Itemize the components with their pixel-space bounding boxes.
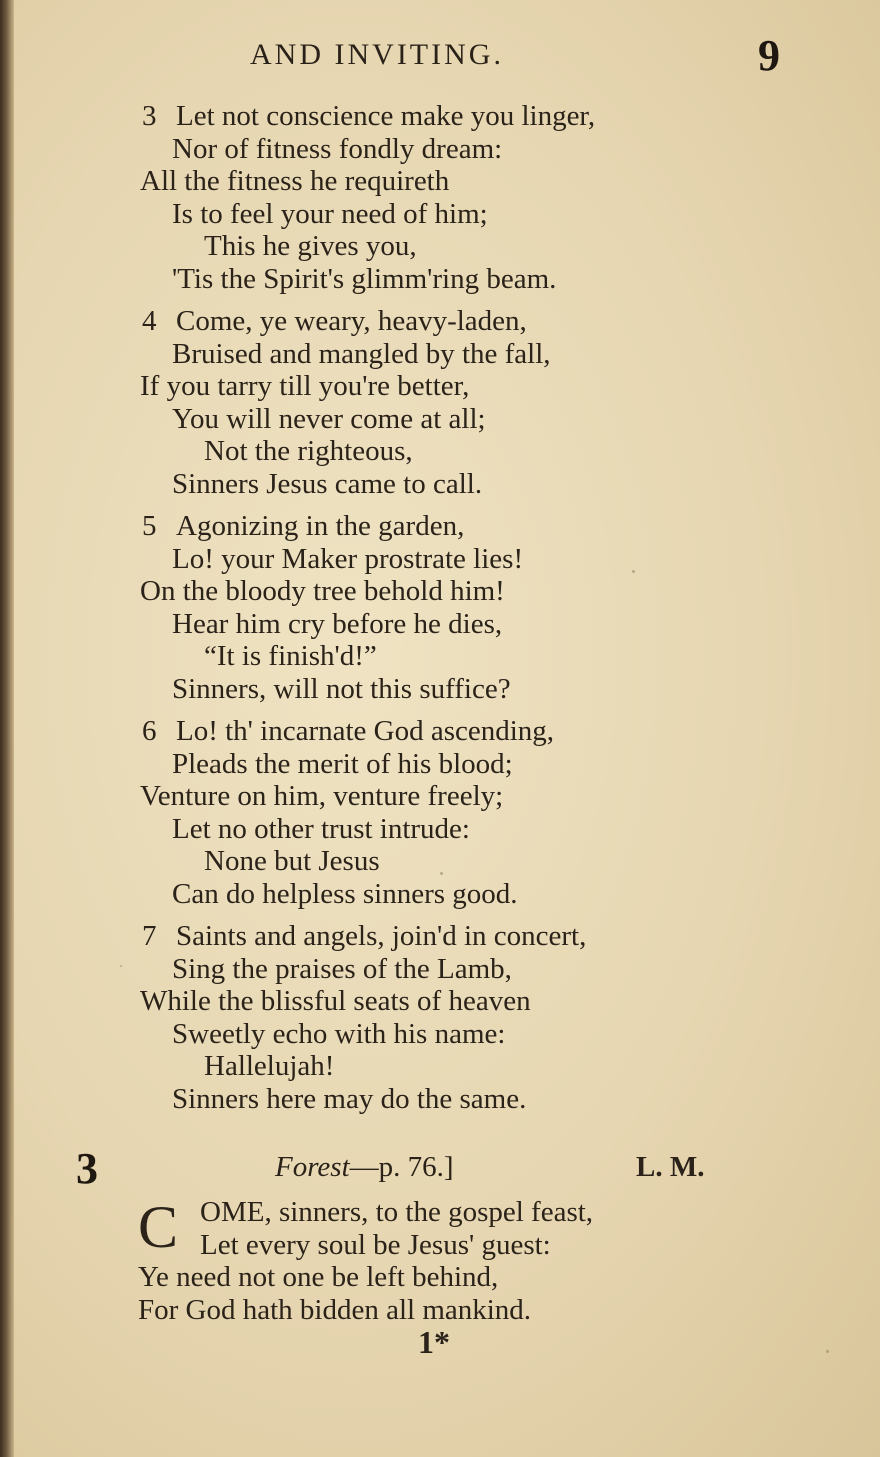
verse-line: Venture on him, venture freely;	[140, 780, 504, 812]
verse-line: This he gives you,	[204, 230, 417, 262]
verse-line	[0, 100, 880, 133]
verse-line: On the bloody tree behold him!	[140, 575, 505, 607]
verse-line: All the fitness he requireth	[140, 165, 450, 197]
verse-line: Pleads the merit of his blood;	[172, 747, 513, 780]
stanza-number: 7	[142, 920, 157, 952]
verse-line: “It is finish'd!”	[204, 640, 377, 672]
verse-line: Lo! your Maker prostrate lies!	[172, 542, 524, 575]
verse-line: Sinners here may do the same.	[172, 1082, 527, 1115]
verse-line	[0, 715, 880, 748]
stanza	[0, 305, 880, 500]
verse-line: Hallelujah!	[204, 1050, 335, 1082]
stanza-number: 3	[142, 100, 157, 132]
verse-line: 'Tis the Spirit's glimm'ring beam.	[172, 262, 557, 295]
stanza-number: 6	[142, 715, 157, 747]
verse-line: Let no other trust intrude:	[172, 812, 470, 845]
verse-line: Sing the praises of the Lamb,	[172, 952, 512, 985]
paper-speck	[440, 872, 443, 875]
first-line-text: OME, sinners, to the gospel feast,	[200, 1196, 594, 1228]
verse-line: Sinners Jesus came to call.	[172, 467, 483, 500]
running-head: AND INVITING.	[250, 38, 504, 71]
tune-name: Forest	[275, 1151, 350, 1183]
stanza	[0, 510, 880, 705]
verse-line	[0, 920, 880, 953]
verse-line: None but Jesus	[204, 845, 380, 877]
paper-speck	[826, 1350, 829, 1353]
verse-line: For God hath bidden all mankind.	[138, 1293, 532, 1326]
hymn-text	[0, 1196, 880, 1326]
verse-text: Agonizing in the garden,	[176, 510, 465, 542]
verse-line	[0, 305, 880, 338]
verse-line: Ye need not one be left behind,	[138, 1261, 499, 1293]
stanza-number: 5	[142, 510, 157, 542]
tune-reference	[275, 1151, 454, 1184]
verse-line	[0, 510, 880, 543]
meter-label: L. M.	[636, 1151, 705, 1183]
verse-text: Saints and angels, join'd in concert,	[176, 920, 587, 952]
verse-line: Sinners, will not this suffice?	[172, 672, 511, 705]
signature-mark: 1*	[418, 1324, 450, 1360]
verse-line: Let every soul be Jesus' guest:	[200, 1228, 551, 1261]
verse-line: Can do helpless sinners good.	[172, 877, 518, 910]
hymn-number: 3	[76, 1144, 98, 1193]
tune-page: —p. 76.]	[349, 1151, 454, 1183]
paper-speck	[632, 570, 635, 573]
paper-speck	[120, 965, 122, 967]
verse-line: Bruised and mangled by the fall,	[172, 337, 551, 370]
verse-text: Let not conscience make you linger,	[176, 100, 596, 132]
verses-container	[0, 100, 880, 1125]
verse-line: You will never come at all;	[172, 402, 486, 435]
verse-line: Nor of fitness fondly dream:	[172, 132, 503, 165]
hymn-heading	[0, 1143, 880, 1193]
drop-cap: C	[138, 1194, 179, 1260]
stanza	[0, 920, 880, 1115]
verse-text: Lo! th' incarnate God ascending,	[176, 715, 555, 747]
verse-line: Not the righteous,	[204, 435, 413, 467]
verse-line: Hear him cry before he dies,	[172, 607, 503, 640]
verse-line: Sweetly echo with his name:	[172, 1017, 506, 1050]
stanza	[0, 715, 880, 910]
verse-line: If you tarry till you're better,	[140, 370, 470, 402]
stanza	[0, 100, 880, 295]
page-number: 9	[758, 31, 780, 80]
verse-line: Is to feel your need of him;	[172, 197, 488, 230]
stanza-number: 4	[142, 305, 157, 337]
verse-line: While the blissful seats of heaven	[140, 985, 531, 1017]
verse-text: Come, ye weary, heavy-laden,	[176, 305, 527, 337]
